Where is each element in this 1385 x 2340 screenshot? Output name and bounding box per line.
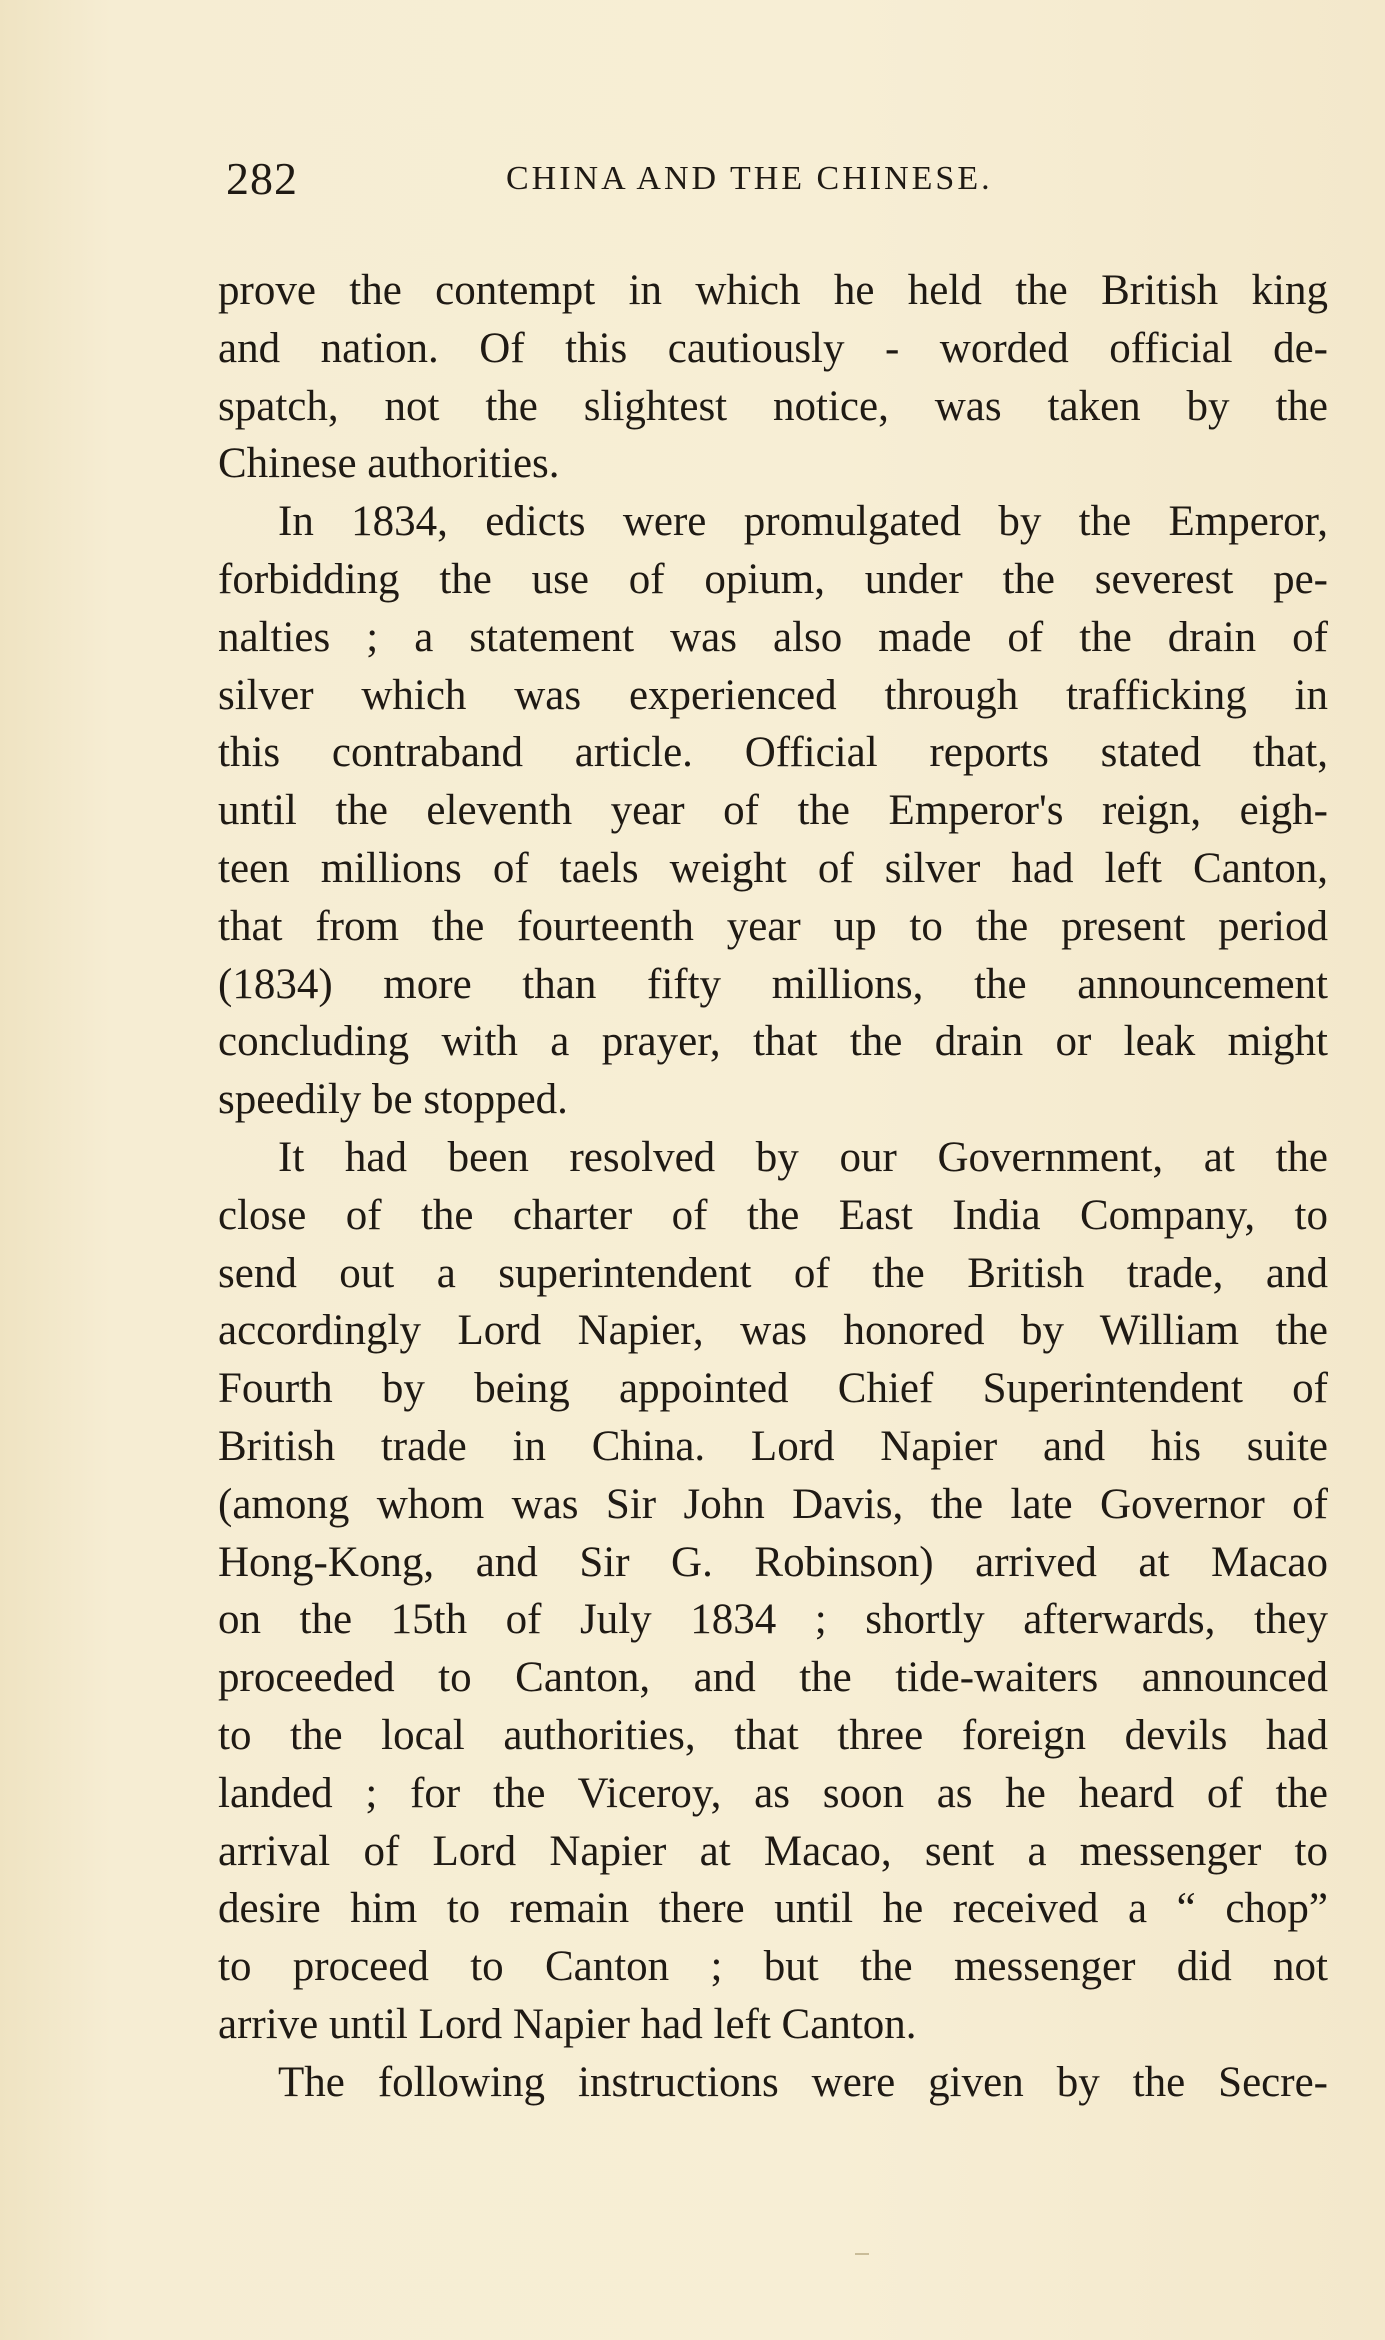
text-line: prove the contempt in which he held the British king [218,267,1328,314]
text-line: desire him to remain there until he received a “ chop” [218,1885,1328,1933]
text-line: British trade in China. Lord Napier and his suite [218,1422,1328,1470]
text-line: nalties ; a statement was also made of the drain of [218,613,1328,661]
text-line: (1834) more than fifty millions, the announcement [218,960,1328,1008]
text-line: In 1834, edicts were promulgated by the Emperor, [278,498,1328,546]
text-line: landed ; for the Viceroy, as soon as he heard of the [218,1769,1328,1817]
text-line: until the eleventh year of the Emperor's reign, eigh- [218,787,1328,835]
text-line: Hong-Kong, and Sir G. Robinson) arrived at Macao [218,1538,1328,1586]
text-line: arrive until Lord Napier had left Canton. [218,2000,917,2048]
paper-mark [855,2253,869,2255]
text-line: The following instructions were given by the Secre- [278,2058,1328,2106]
text-line: proceeded to Canton, and the tide-waiters announced [218,1654,1328,1702]
text-line: teen millions of taels weight of silver had left Canton, [218,844,1328,892]
text-line: that from the fourteenth year up to the present period [218,902,1328,950]
text-line: Chinese authorities. [218,440,560,488]
text-line: accordingly Lord Napier, was honored by William the [218,1307,1328,1355]
text-line: and nation. Of this cautiously - worded official de- [218,324,1328,372]
text-line: to the local authorities, that three foreign devils had [218,1711,1328,1759]
text-line: send out a superintendent of the British trade, and [218,1249,1328,1297]
text-line: silver which was experienced through trafficking in [218,671,1328,719]
text-line: Fourth by being appointed Chief Superintendent of [218,1365,1328,1413]
page-header [226,152,1326,212]
text-line: (among whom was Sir John Davis, the late Governor of [218,1480,1328,1528]
page-number: 282 [226,153,298,204]
text-line: It had been resolved by our Government, at the [278,1133,1328,1181]
text-line: to proceed to Canton ; but the messenger did not [218,1943,1328,1991]
text-line: on the 15th of July 1834 ; shortly afterwards, they [218,1596,1328,1644]
text-line: this contraband article. Official reports stated that, [218,729,1328,777]
text-line: concluding with a prayer, that the drain or leak might [218,1018,1328,1066]
text-line: close of the charter of the East India Company, to [218,1191,1328,1239]
text-line: arrival of Lord Napier at Macao, sent a messenger to [218,1827,1328,1875]
text-line: spatch, not the slightest notice, was taken by the [218,382,1328,430]
text-line: forbidding the use of opium, under the severest pe- [218,555,1328,603]
running-head: CHINA AND THE CHINESE. [506,160,993,197]
text-line: speedily be stopped. [218,1076,568,1124]
body-text [218,262,1328,2112]
